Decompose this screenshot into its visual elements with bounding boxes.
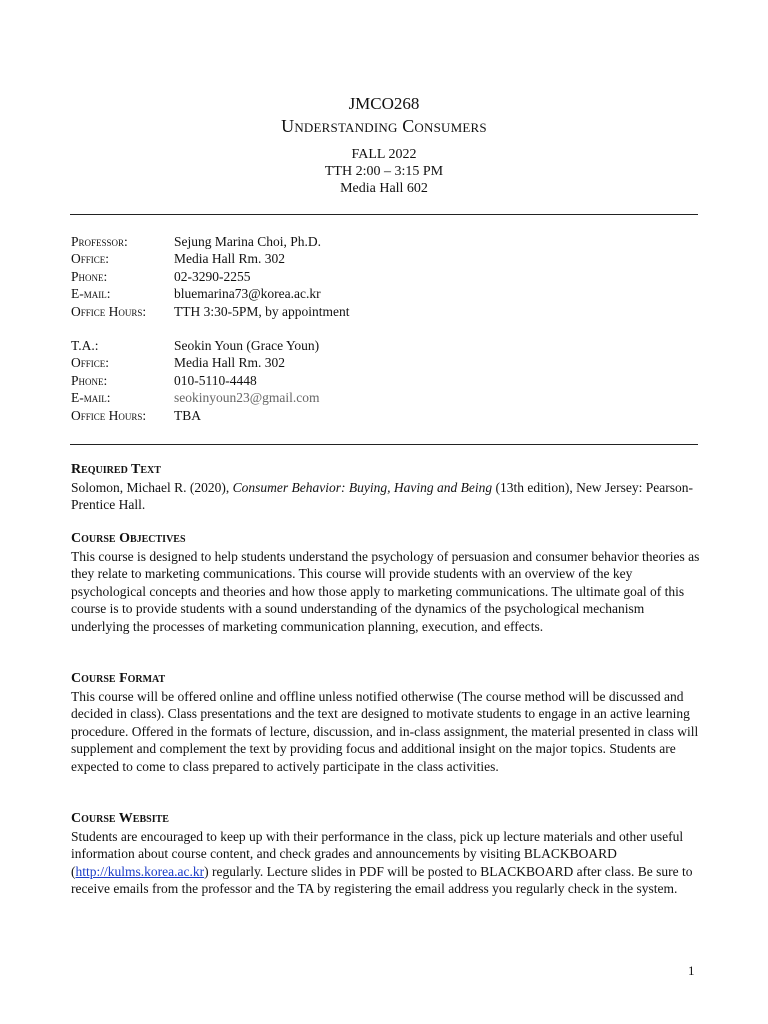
professor-phone: 02-3290-2255 xyxy=(174,268,251,284)
objectives-section xyxy=(71,530,701,636)
section-heading: Required Text xyxy=(71,462,161,477)
website-section xyxy=(71,810,701,898)
contact-label: Phone: xyxy=(71,268,108,284)
contact-row xyxy=(71,337,320,354)
contact-label: E-mail: xyxy=(71,390,111,406)
professor-contact-block xyxy=(71,233,350,320)
professor-office-hours: TTH 3:30-5PM, by appointment xyxy=(174,303,350,319)
contact-row xyxy=(71,407,320,424)
contact-label: Office Hours: xyxy=(71,407,147,423)
ta-office-hours: TBA xyxy=(174,407,201,423)
divider-bottom xyxy=(70,444,698,445)
contact-label: Office: xyxy=(71,355,110,371)
blackboard-link[interactable]: http://kulms.korea.ac.kr xyxy=(75,863,205,879)
section-heading: Course Format xyxy=(71,671,166,686)
ta-contact-block xyxy=(71,337,320,424)
website-text-before: Students are encouraged to keep up with their performance in the class, pick up lecture materials and other useful information about course content, and check grades and announcements by visiting BLACKBOARD ( xyxy=(71,828,684,879)
contact-label: T.A.: xyxy=(71,338,99,353)
professor-office: Media Hall Rm. 302 xyxy=(174,251,285,267)
ta-phone: 010-5110-4448 xyxy=(174,372,257,388)
book-title: Consumer Behavior: Buying, Having and Being xyxy=(232,479,493,495)
contact-label: Phone: xyxy=(71,372,108,388)
contact-label: Professor: xyxy=(71,234,128,249)
website-body xyxy=(71,828,701,898)
divider-top xyxy=(70,214,698,215)
class-room: Media Hall 602 xyxy=(340,181,428,196)
objectives-body: This course is designed to help students understand the psychology of persuasion and consumer behavior theories as they relate to marketing communications. This course will provide students with an overview of the key psychological concepts and theories and how those apply to marketing communications. The ultimate goal of this course is to provide students with a sound understanding of the dynamics of the psychological mechanism underlying the processes of marketing communication planning, execution, and effects. xyxy=(71,548,700,634)
ta-email: seokinyoun23@gmail.com xyxy=(174,390,320,406)
course-title: Understanding Consumers xyxy=(281,116,487,136)
section-heading: Course Website xyxy=(71,811,169,826)
professor-email: bluemarina73@korea.ac.kr xyxy=(174,286,321,302)
required-text-citation xyxy=(71,479,701,514)
format-body: This course will be offered online and offline unless notified otherwise (The course method will be discussed and decided in class). Class presentations and the text are designed to motivate students to engage in an active learning procedure. Offered in the formats of lecture, discussion, and in-class assignment, the material presented in class will supplement and complement the text by providing focus and additional insight on the major topics. Students are expected to come to class prepared to actively participate in the class activities. xyxy=(71,688,699,774)
course-code: JMCO268 xyxy=(348,94,420,113)
professor-name: Sejung Marina Choi, Ph.D. xyxy=(174,234,321,249)
contact-row xyxy=(71,303,350,320)
website-text-after: ) regularly. Lecture slides in PDF will be posted to BLACKBOARD after class. Be sure to receive emails from the professor and the TA by registering the email address you regularly check in the system. xyxy=(71,863,693,897)
class-time: TTH 2:00 – 3:15 PM xyxy=(324,164,444,179)
citation-author: Solomon, Michael R. (2020), xyxy=(71,479,233,495)
contact-row xyxy=(71,354,320,371)
page-number: 1 xyxy=(688,963,695,978)
ta-office: Media Hall Rm. 302 xyxy=(174,355,285,371)
contact-row xyxy=(71,285,350,302)
contact-label: Office Hours: xyxy=(71,303,147,319)
contact-row xyxy=(71,389,320,406)
contact-row xyxy=(71,268,350,285)
section-heading: Course Objectives xyxy=(71,531,186,546)
contact-row xyxy=(71,372,320,389)
contact-row xyxy=(71,233,350,250)
format-section xyxy=(71,670,701,776)
contact-row xyxy=(71,250,350,267)
ta-name: Seokin Youn (Grace Youn) xyxy=(174,338,320,353)
required-text-section xyxy=(71,461,701,514)
contact-label: Office: xyxy=(71,251,110,267)
citation-publisher: (13th edition), New Jersey: Pearson-Prentice Hall. xyxy=(71,479,694,513)
contact-label: E-mail: xyxy=(71,286,111,302)
term: FALL 2022 xyxy=(351,147,417,162)
